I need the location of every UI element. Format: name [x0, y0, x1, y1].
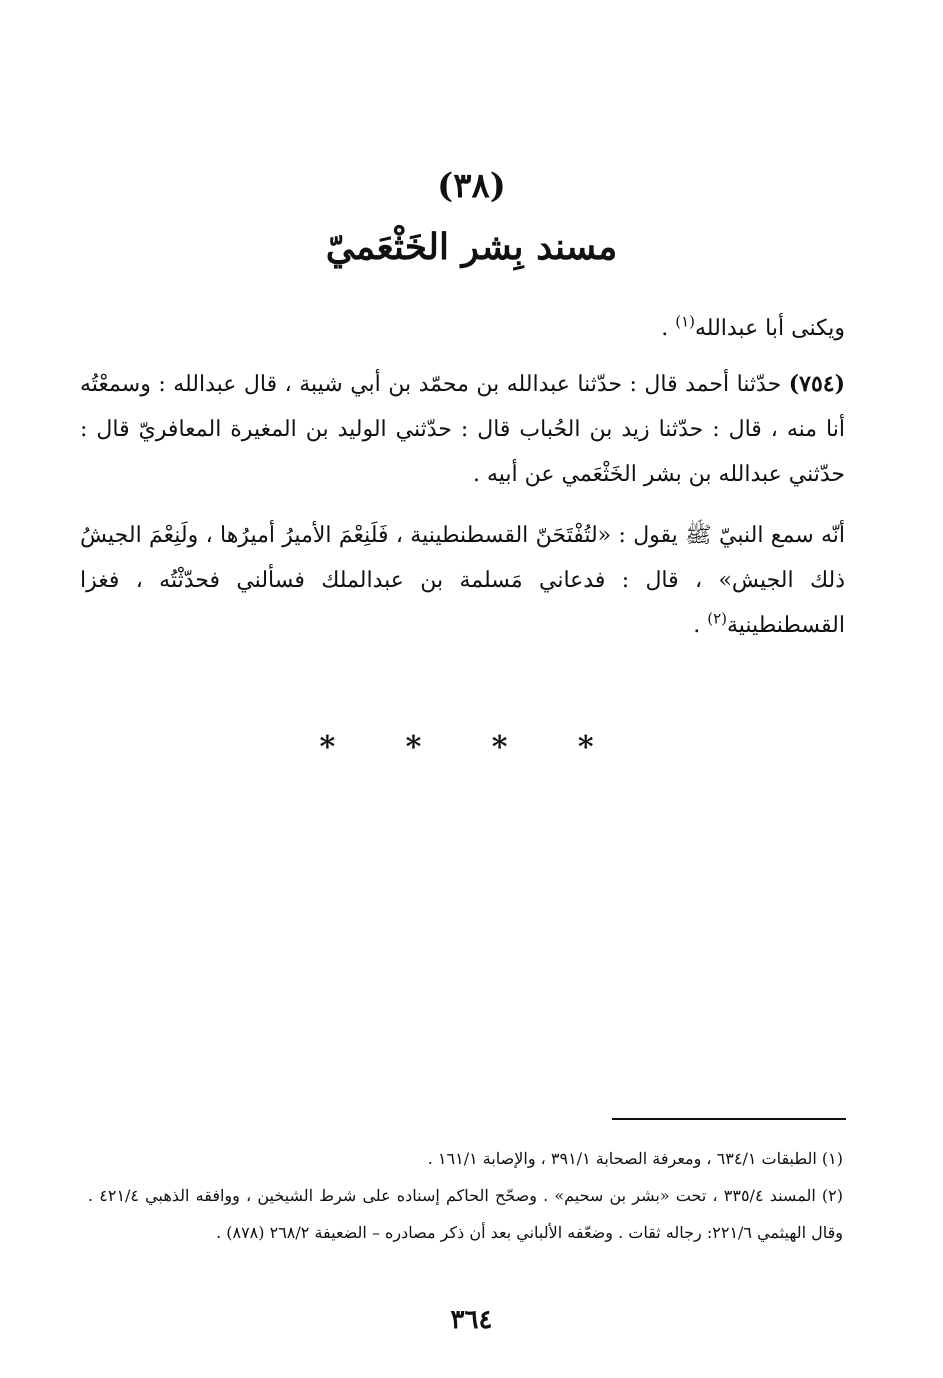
page-number: ٣٦٤ [450, 1305, 493, 1335]
hadith-matn: أنّه سمع النبيّ ﷺ يقول : «لتُفْتَحَنّ القسطنطينية ، فَلَنِعْمَ الأميرُ أميرُها ، ولَنِعْمَ الجيشُ ذلك الجيش» ، قال : فدعاني مَسلمة بن عبدالملك فسألني فحدّثْتُه ، فغزا القسطنطينية [80, 523, 845, 638]
hadith-matn-paragraph [80, 513, 845, 648]
footnote-ref-2: (٢) [707, 609, 727, 628]
hadith-end: . [693, 613, 708, 638]
footnote-1: (١) الطبقات ٦٣٤/١ ، ومعرفة الصحابة ٣٩١/١ ، والإصابة ١٦١/١ . [427, 1149, 843, 1168]
hadith-number: (٧٥٤) [788, 371, 845, 397]
chapter-title: مسند بِشر الخَثْعَميّ [325, 226, 618, 268]
intro-end: . [661, 316, 676, 341]
footnotes [88, 1140, 843, 1251]
hadith-isnad-paragraph [80, 362, 845, 497]
chapter-number: (٣٨) [437, 166, 506, 206]
section-separator: * * * * [319, 730, 624, 765]
intro-text: ويكنى أبا عبدالله [694, 316, 845, 341]
intro-paragraph [80, 306, 845, 351]
footnote-2: (٢) المسند ٣٣٥/٤ ، تحت «بشر بن سحيم» . وصحّح الحاكم إسناده على شرط الشيخين ، ووافقه الذهبي ٤٢١/٤ . وقال الهيثمي ٢٢١/٦: رجاله ثقات . وضعّفه الألباني بعد أن ذكر مصادره – الضعيفة ٢٦٨/٢ (٨٧٨) . [88, 1186, 844, 1242]
footnote-ref-1: (١) [675, 312, 695, 331]
footnote-divider [612, 1118, 846, 1120]
hadith-isnad: حدّثنا أحمد قال : حدّثنا عبدالله بن محمّد بن أبي شيبة ، قال عبدالله : وسمعْتُه أنا منه ، قال : حدّثنا زيد بن الحُباب قال : حدّثني الوليد بن المغيرة المعافريّ قال : حدّثني عبدالله بن بشر الخَثْعَمي عن أبيه . [80, 372, 845, 487]
